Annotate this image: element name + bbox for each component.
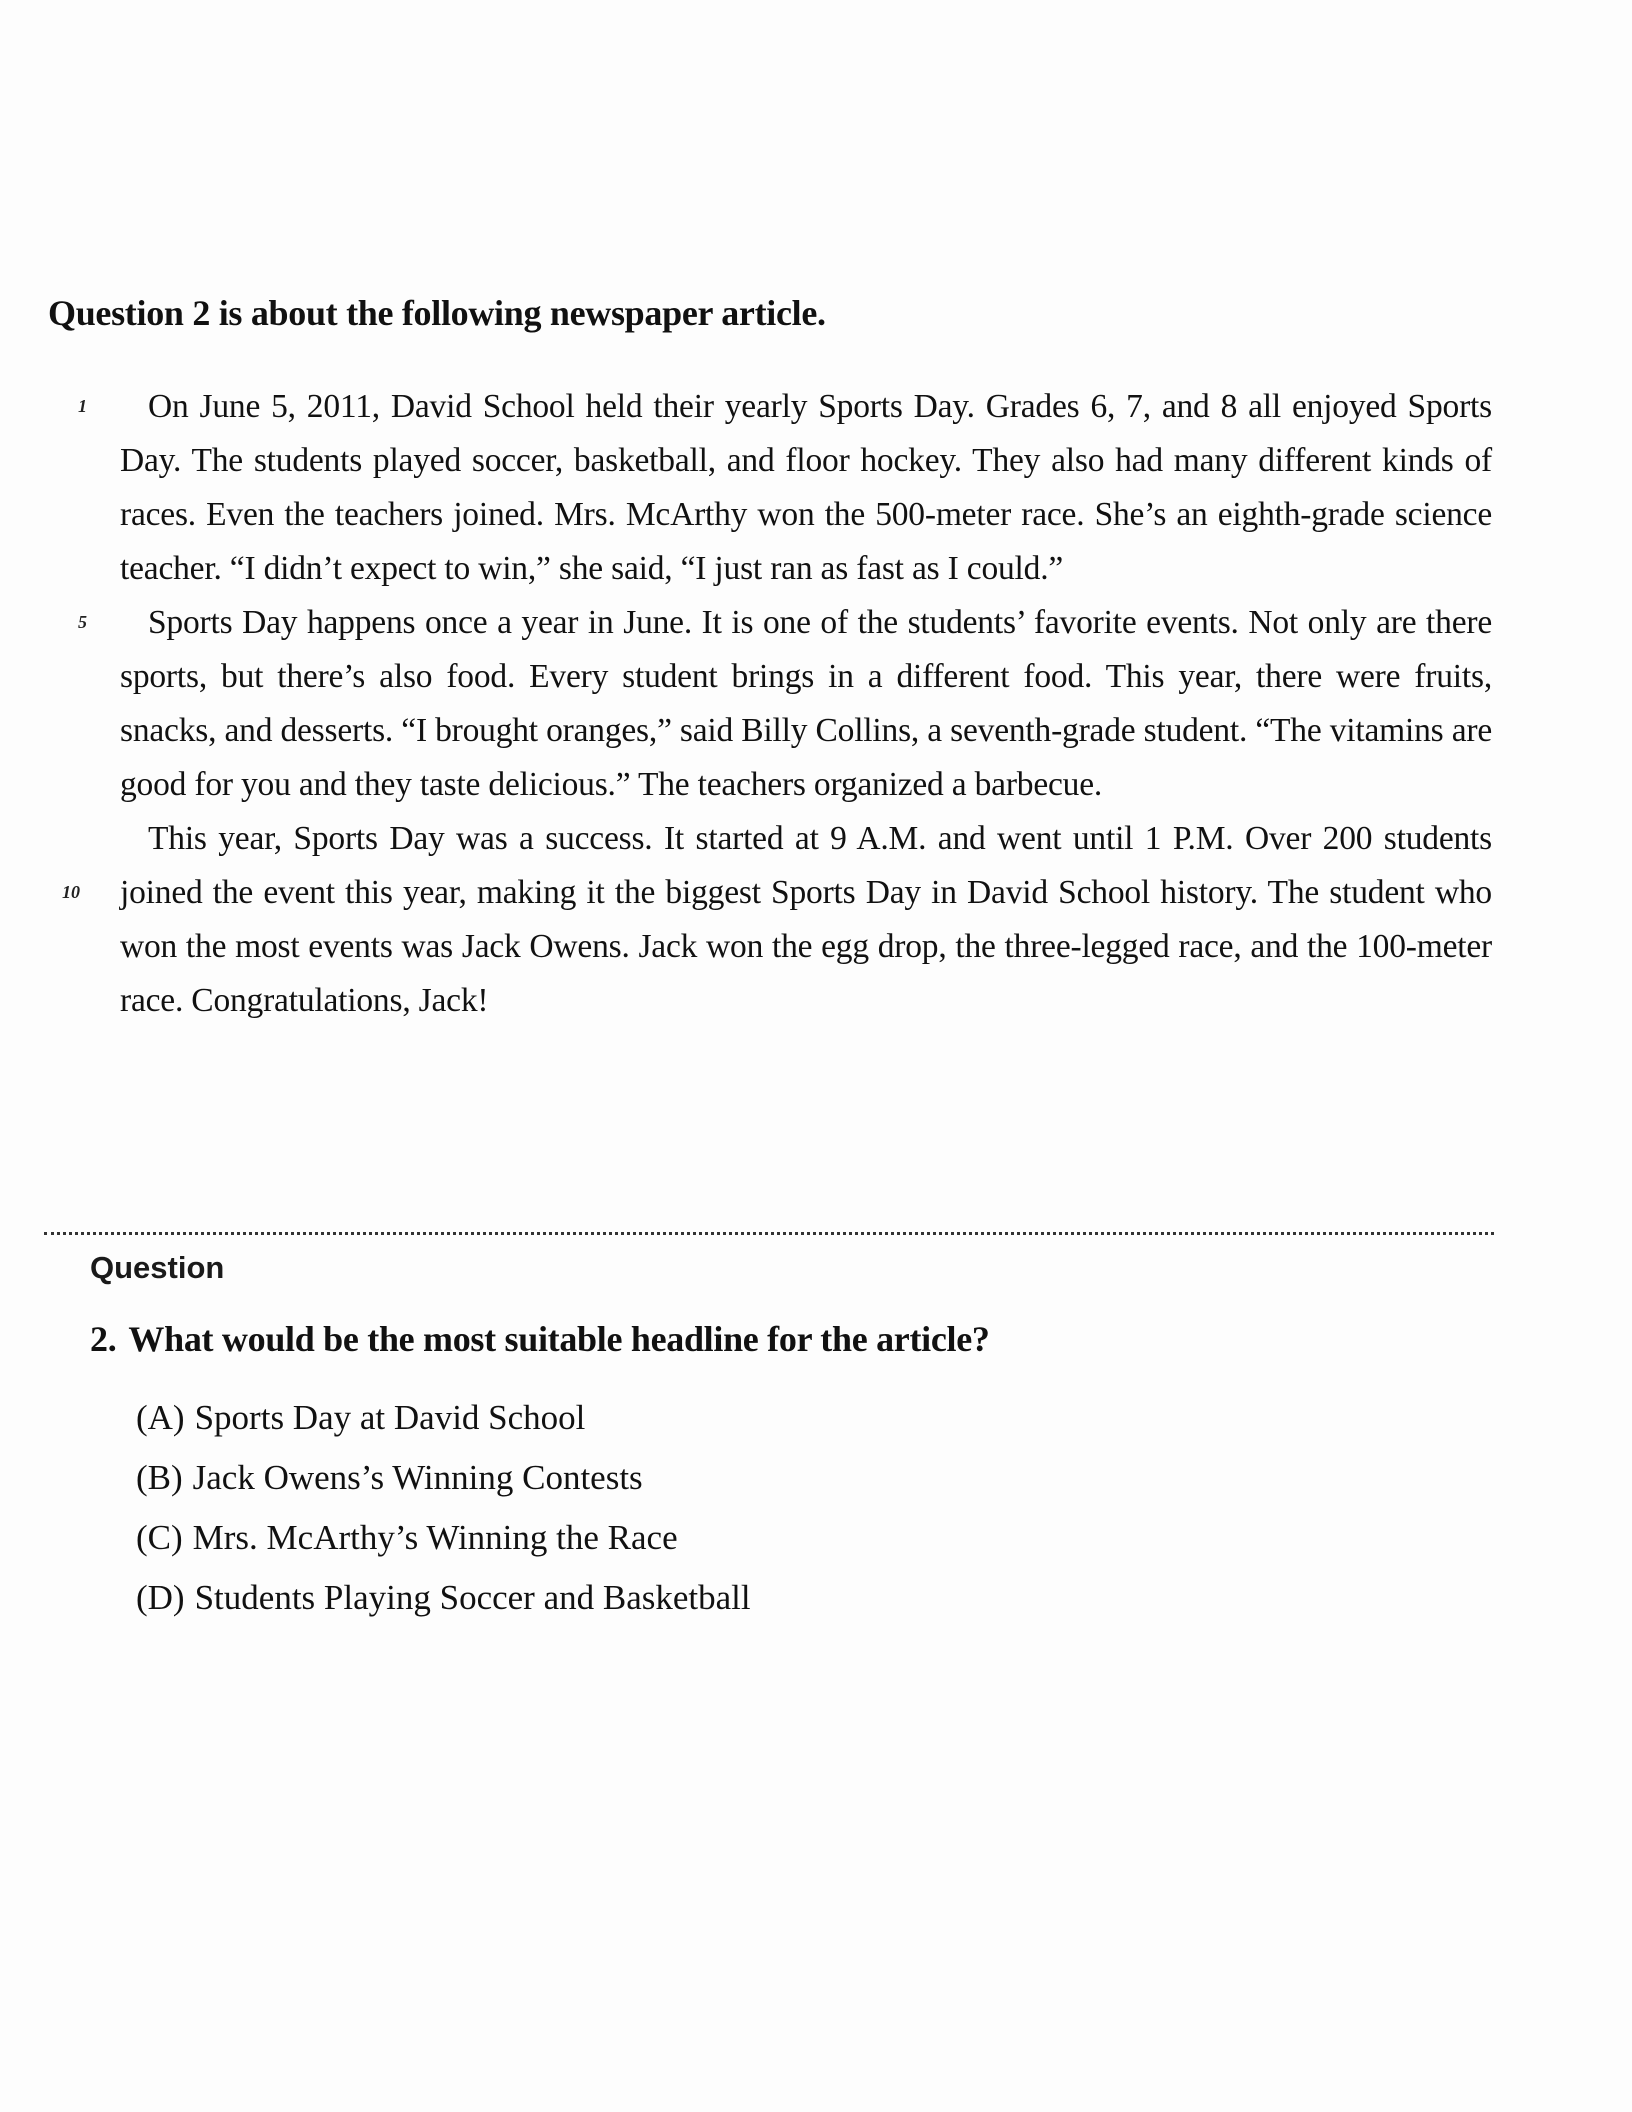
option-d[interactable] bbox=[136, 1568, 751, 1628]
option-letter: (D) bbox=[136, 1578, 185, 1617]
line-number-1: 1 bbox=[78, 396, 87, 416]
line-number-5: 5 bbox=[78, 612, 87, 632]
option-b[interactable] bbox=[136, 1448, 751, 1508]
option-text: Mrs. McArthy’s Winning the Race bbox=[192, 1518, 678, 1557]
article-paragraph-2: Sports Day happens once a year in June. It is one of the students’ favorite events. Not only are there sports, but there’s also food. Every student brings in a different food. This year, there were fruits, snacks, and desserts. “I brought oranges,” said Billy Collins, a seventh-grade student. “The vitamins are good for you and they taste delicious.” The teachers organized a barbecue. bbox=[120, 604, 1492, 803]
option-letter: (B) bbox=[136, 1458, 183, 1497]
option-letter: (A) bbox=[136, 1398, 185, 1437]
question-number: 2. bbox=[90, 1319, 117, 1359]
newspaper-article bbox=[120, 380, 1492, 1028]
article-paragraph-3: This year, Sports Day was a success. It started at 9 A.M. and went until 1 P.M. Over 200 students joined the event this year, making it the biggest Sports Day in David School history. The student who won the most events was Jack Owens. Jack won the egg drop, the three-legged race, and the 100-meter race. Congratulations, Jack! bbox=[120, 820, 1492, 1019]
option-letter: (C) bbox=[136, 1518, 183, 1557]
option-c[interactable] bbox=[136, 1508, 751, 1568]
question-intro: Question 2 is about the following newspaper article. bbox=[48, 293, 826, 333]
question-text: What would be the most suitable headline for the article? bbox=[128, 1319, 990, 1359]
question-section-header: Question bbox=[90, 1250, 225, 1285]
question-stem bbox=[90, 1318, 990, 1360]
section-divider bbox=[44, 1232, 1494, 1235]
option-text: Students Playing Soccer and Basketball bbox=[194, 1578, 751, 1617]
line-number-10: 10 bbox=[62, 882, 80, 902]
option-text: Sports Day at David School bbox=[194, 1398, 586, 1437]
option-a[interactable] bbox=[136, 1388, 751, 1448]
option-text: Jack Owens’s Winning Contests bbox=[192, 1458, 643, 1497]
answer-options bbox=[136, 1388, 751, 1628]
article-paragraph-1: On June 5, 2011, David School held their yearly Sports Day. Grades 6, 7, and 8 all enjoyed Sports Day. The students played soccer, basketball, and floor hockey. They also had many different kinds of races. Even the teachers joined. Mrs. McArthy won the 500-meter race. She’s an eighth-grade science teacher. “I didn’t expect to win,” she said, “I just ran as fast as I could.” bbox=[120, 388, 1492, 587]
